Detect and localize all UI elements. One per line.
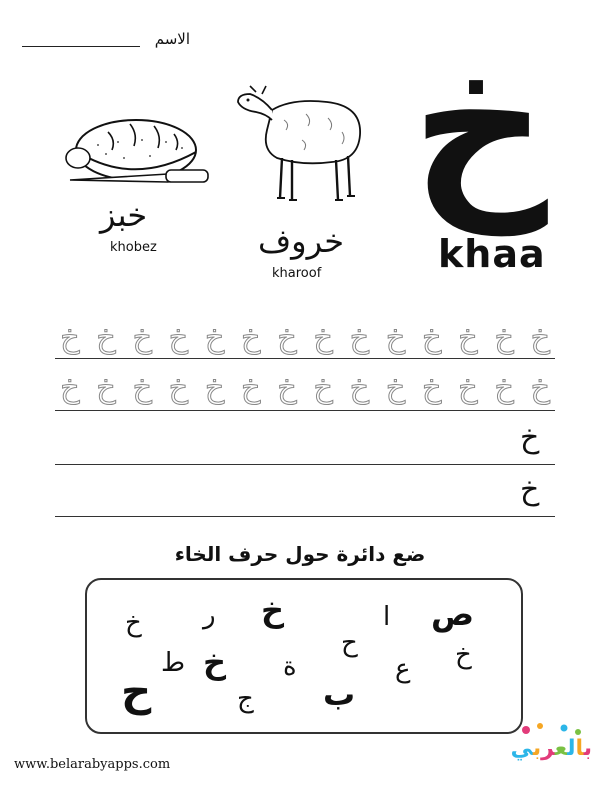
- exercise-letter[interactable]: ر: [203, 600, 216, 630]
- trace-glyph: خ: [530, 320, 550, 355]
- exercise-letter[interactable]: ة: [283, 652, 297, 682]
- trace-glyph: خ: [313, 320, 333, 355]
- trace-glyph: خ: [60, 320, 80, 355]
- exercise-letter[interactable]: خ: [125, 608, 142, 638]
- featured-letter: خ: [411, 14, 548, 235]
- guide-line: [55, 516, 555, 517]
- exercise-letter[interactable]: ح: [341, 628, 358, 658]
- guide-line: [55, 464, 555, 465]
- trace-glyph: خ: [494, 370, 514, 405]
- logo-text: [512, 736, 592, 761]
- trace-glyph: خ: [132, 320, 152, 355]
- trace-glyph: خ: [168, 320, 189, 355]
- word-sheep-arabic: خروف: [258, 222, 345, 260]
- guide-line: [55, 358, 555, 359]
- exercise-letter[interactable]: ص: [431, 595, 475, 633]
- trace-glyph: خ: [241, 320, 261, 355]
- trace-glyph: خ: [349, 370, 370, 405]
- exercise-instruction: ضع دائرة حول حرف الخاء: [174, 542, 426, 566]
- model-letter-row-2: خ: [520, 472, 540, 507]
- trace-glyph: خ: [96, 320, 116, 355]
- trace-glyph: خ: [241, 370, 261, 405]
- word-bread-arabic: خبز: [100, 196, 148, 234]
- exercise-letter[interactable]: ح: [121, 666, 152, 715]
- letter-circle-box: [85, 578, 523, 734]
- trace-glyph: خ: [204, 370, 225, 405]
- trace-glyph: خ: [385, 320, 406, 355]
- exercise-letter[interactable]: خ: [203, 643, 227, 681]
- logo-char: ي: [510, 736, 533, 761]
- trace-glyph: خ: [168, 370, 189, 405]
- letter-latin-name: khaa: [438, 232, 546, 276]
- trace-glyph: خ: [277, 370, 297, 405]
- trace-glyph: خ: [494, 320, 514, 355]
- trace-glyph: خ: [530, 370, 550, 405]
- exercise-letter[interactable]: ا: [383, 602, 391, 632]
- exercise-letter[interactable]: ب: [323, 675, 356, 713]
- trace-glyph: خ: [422, 320, 442, 355]
- trace-glyph: خ: [385, 370, 406, 405]
- logo-char: ب: [583, 736, 592, 761]
- trace-glyph: خ: [458, 320, 478, 355]
- trace-glyph: خ: [458, 370, 478, 405]
- trace-glyph: خ: [132, 370, 152, 405]
- logo-char: ع: [554, 736, 568, 761]
- word-bread-latin: khobez: [110, 240, 157, 255]
- exercise-letter[interactable]: ج: [237, 684, 254, 714]
- trace-glyph: خ: [277, 320, 297, 355]
- exercise-letter[interactable]: خ: [261, 591, 285, 629]
- exercise-letter[interactable]: خ: [455, 640, 472, 670]
- trace-glyph: خ: [422, 370, 442, 405]
- name-label: الاسم: [154, 30, 190, 48]
- logo-char: ل: [567, 736, 576, 761]
- brand-logo: [512, 720, 592, 778]
- tracing-row-1: [60, 316, 550, 360]
- exercise-letter[interactable]: ع: [395, 654, 411, 684]
- footer-url[interactable]: www.belarabyapps.com: [14, 757, 171, 772]
- word-sheep-latin: kharoof: [272, 266, 322, 281]
- tracing-row-2: [60, 366, 550, 410]
- guide-line: [55, 410, 555, 411]
- logo-char: ب: [532, 736, 542, 761]
- sheep-illustration: [232, 80, 372, 208]
- exercise-letter[interactable]: ط: [161, 648, 186, 678]
- trace-glyph: خ: [96, 370, 116, 405]
- trace-glyph: خ: [60, 370, 80, 405]
- model-letter-row-1: خ: [520, 420, 540, 455]
- name-line: [22, 46, 140, 47]
- logo-char: ر: [541, 736, 555, 761]
- trace-glyph: خ: [313, 370, 333, 405]
- logo-char: ا: [575, 736, 584, 761]
- trace-glyph: خ: [349, 320, 370, 355]
- bread-illustration: [58, 110, 210, 192]
- trace-glyph: خ: [204, 320, 225, 355]
